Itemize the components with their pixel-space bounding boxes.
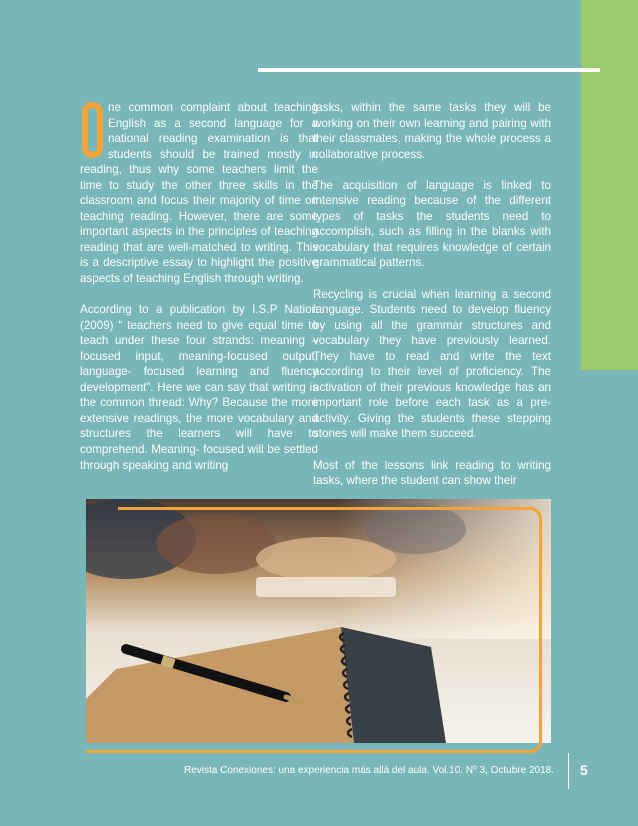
header-rule: [258, 68, 600, 72]
article-left-column: [80, 100, 318, 489]
page-number: 5: [580, 762, 588, 778]
footer-divider: [568, 753, 569, 789]
paragraph: According to a publication by I.S.P Nation (2009) “ teachers need to give equal time to teach under these four strands: meaning – focused input, meaning-focused output, language- focused learning and fluency development”. Here we can say that writing is the common thread: Why? Because the more extensive readings, the more vocabulary and structures the learners will have to comprehend. Meaning- focused will be settled through speaking and writing: [80, 303, 318, 472]
paragraph: tasks, within the same tasks they will be working on their own learning and pairing with their classmates, making the whole process a collaborative process.: [313, 101, 551, 161]
paragraph: The acquisition of language is linked to intensive reading because of the different types of tasks the students need to accomplish, such as filling in the blanks with vocabulary that requires knowledge of certain grammatical patterns.: [313, 178, 551, 270]
photo-frame-accent-bottom: [86, 750, 126, 753]
paragraph: Most of the lessons link reading to writing tasks, where the student can show their: [313, 458, 551, 488]
dropcap-letter: [82, 102, 103, 158]
paragraph: Recycling is crucial when learning a second language. Students need to develop fluency by using all the grammar structures and vocabulary they have previously learned. They have to read and write the text according to their level of proficiency. The activation of their previous knowledge has an important role before each task as a pre-activity. Giving the students these stepping stones will make them succeed.: [313, 287, 551, 441]
article-right-column: [313, 100, 551, 504]
photo-frame-accent: [118, 507, 542, 753]
side-accent-bar: [581, 0, 638, 370]
paragraph: [80, 100, 318, 287]
paragraph-text: ne common complaint about teaching English as a second language for a national reading examination is that students should be trained mostly in reading, thus why some teachers limit the time to study the other three skills in the classroom and focus their majority of time on teaching reading. However, there are some important aspects in the principles of teaching reading that are well-matched to writing. This is a descriptive essay to highlight the positive aspects of teaching English through writing.: [80, 101, 318, 286]
footer-citation: Revista Conexiones: una experiencia más allá del aula. Vol.10. Nº 3, Octubre 2018.: [184, 765, 554, 776]
